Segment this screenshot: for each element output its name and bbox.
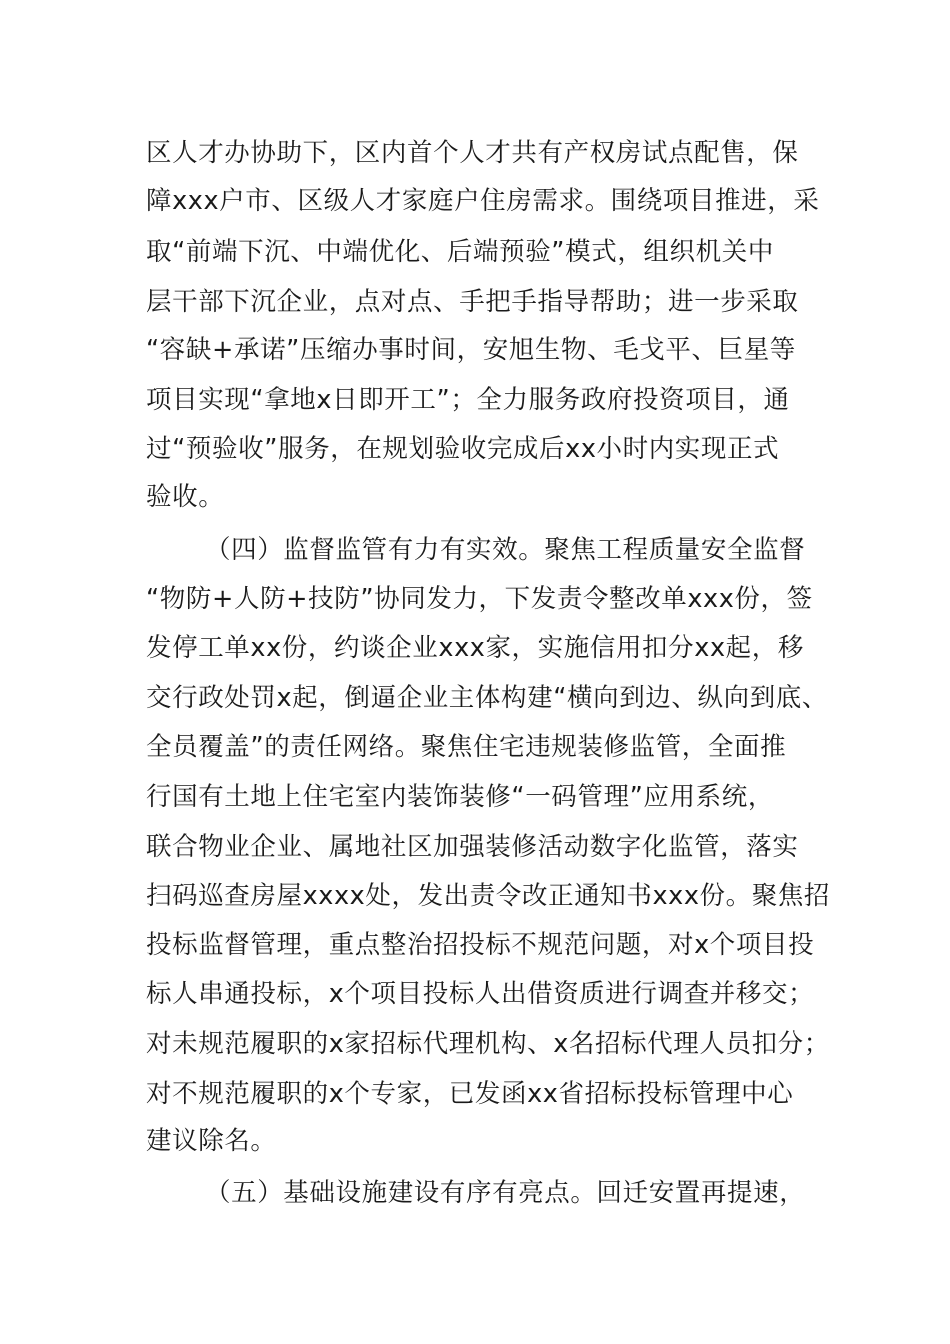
body-text-line: 行国有土地上住宅室内装饰装修“一码管理”应用系统，: [146, 782, 774, 812]
body-text-line: 发停工单xx份，约谈企业xxx家，实施信用扣分xx起，移: [146, 633, 804, 663]
body-text-line: “容缺+承诺”压缩办事时间，安旭生物、毛戈平、巨星等: [146, 335, 796, 365]
body-text-line: 标人串通投标，x个项目投标人出借资质进行调查并移交；: [146, 979, 815, 1009]
body-text-line: 对不规范履职的x个专家，已发函xx省招标投标管理中心: [146, 1079, 794, 1109]
section-heading-5: （五）基础设施建设有序有亮点。回迁安置再提速，: [205, 1178, 806, 1208]
body-text-line: 层干部下沉企业，点对点、手把手指导帮助；进一步采取: [146, 287, 799, 317]
body-text-line: 建议除名。: [146, 1126, 277, 1156]
body-text-line: 联合物业企业、属地社区加强装修活动数字化监管，落实: [146, 832, 799, 862]
body-text-line: 过“预验收”服务，在规划验收完成后xx小时内实现正式: [146, 434, 780, 464]
body-text-line: 交行政处罚x起，倒逼企业主体构建“横向到边、纵向到底、: [146, 683, 829, 713]
body-text-line: 项目实现“拿地x日即开工”；全力服务政府投资项目，通: [146, 385, 790, 415]
body-text-line: 投标监督管理，重点整治招投标不规范问题，对x个项目投: [146, 930, 815, 960]
body-text-line: 区人才办协助下，区内首个人才共有产权房试点配售，保: [146, 138, 799, 168]
body-text-line: 全员覆盖”的责任网络。聚焦住宅违规装修监管，全面推: [146, 732, 787, 762]
section-heading-4: （四）监督监管有力有实效。聚焦工程质量安全监督: [205, 535, 806, 565]
body-text-line: 取“前端下沉、中端优化、后端预验”模式，组织机关中: [146, 237, 774, 267]
body-text-line: 扫码巡查房屋xxxx处，发出责令改正通知书xxx份。聚焦招: [146, 881, 831, 911]
body-text-line: 验收。: [146, 482, 225, 512]
body-text-line: 对未规范履职的x家招标代理机构、x名招标代理人员扣分；: [146, 1029, 830, 1059]
body-text-line: 障xxx户市、区级人才家庭户住房需求。围绕项目推进，采: [146, 186, 820, 216]
body-text-line: “物防+人防+技防”协同发力，下发责令整改单xxx份，签: [146, 584, 813, 614]
